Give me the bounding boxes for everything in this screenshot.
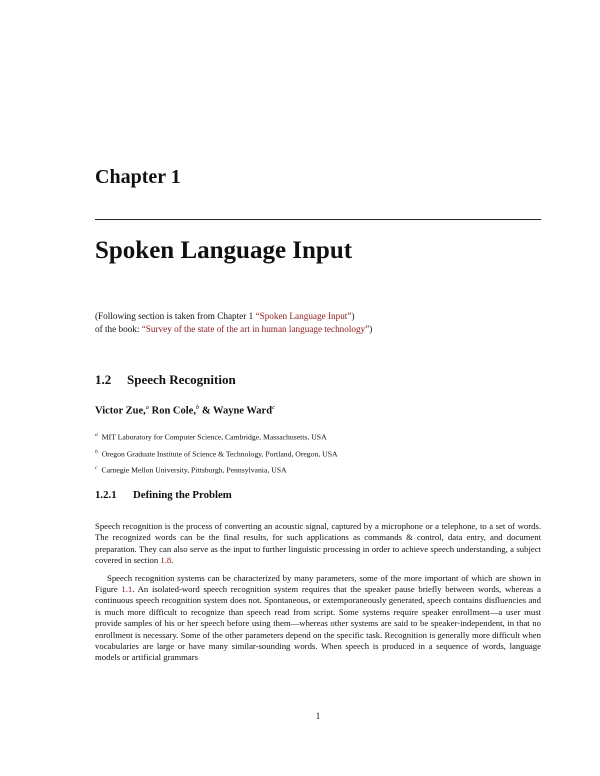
section-number: 1.2 xyxy=(95,372,112,387)
paragraph-text: Speech recognition systems can be characterized by many parameters, some of the more important of which are shown in Figure xyxy=(95,572,541,595)
paragraph-text: . An isolated-word speech recognition system requires that the speaker pause briefly between words, whereas a continuous speech recognition system does not. Spontaneous, or extemporaneously generated, speech contains disfluencies and is much more difficult to recognize than speech read from script. Some systems require speaker enrollment—a user must provide samples of his or her speech before using them—whereas other systems are said to be speaker-independent, in that no enrollment is necessary. Some of the other parameters depend on the specific task. Recognition is generally more difficult when vocabularies are large or have many similar-sounding words. When speech is produced in a sequence of words, language models or artificial grammars xyxy=(95,584,541,663)
section-title: Speech Recognition xyxy=(127,372,236,387)
chapter-label: Chapter 1 xyxy=(95,166,181,188)
affiliation-text: MIT Laboratory for Computer Science, Cambridge, Massachusetts, USA xyxy=(101,432,327,442)
paragraph xyxy=(95,573,541,664)
source-note-line-1 xyxy=(95,310,372,323)
source-note-prefix: (Following section is taken from Chapter 1 xyxy=(95,311,256,321)
book-prefix: of the book: xyxy=(95,323,142,334)
affiliation-mark: b xyxy=(95,448,98,455)
affiliation-list xyxy=(95,428,338,478)
chapter-title: Spoken Language Input xyxy=(95,237,353,264)
source-note-suffix: ) xyxy=(351,311,355,321)
affiliation-text: Oregon Graduate Institute of Science & Technology, Portland, Oregon, USA xyxy=(101,449,338,459)
section-reference-link[interactable]: 1.8 xyxy=(160,555,172,566)
book-suffix: ) xyxy=(369,323,373,334)
chapter-rule xyxy=(95,219,541,220)
section-heading xyxy=(95,372,236,388)
subsection-title: Defining the Problem xyxy=(133,489,232,501)
chapter-link[interactable]: “Spoken Language Input” xyxy=(255,311,352,321)
figure-reference-link[interactable]: 1.1 xyxy=(121,584,133,595)
affiliation-item xyxy=(95,445,338,462)
author-affiliation-mark: a xyxy=(145,404,149,411)
subsection-heading xyxy=(95,489,232,501)
book-link[interactable]: “Survey of the state of the art in human language technology” xyxy=(141,323,370,334)
source-note xyxy=(95,310,372,335)
source-note-line-2 xyxy=(95,323,372,336)
author-name: Ron Cole, xyxy=(151,405,196,417)
paragraph-text: Speech recognition is the process of converting an acoustic signal, captured by a microphone or a telephone, to a set of words. The recognized words can be the final results, for such applications as commands & control, data entry, and document preparation. They can also serve as the input to further linguistic processing in order to achieve speech understanding, a subject covered in section xyxy=(95,521,541,566)
body-text xyxy=(95,521,541,670)
subsection-number: 1.2.1 xyxy=(95,489,117,501)
paragraph xyxy=(95,521,541,567)
affiliation-item xyxy=(95,428,338,445)
page-number: 1 xyxy=(315,711,321,721)
author-name: & Wayne Ward xyxy=(201,405,273,417)
author-affiliation-mark: c xyxy=(272,404,275,411)
paragraph-end: . xyxy=(171,555,174,566)
affiliation-mark: a xyxy=(95,432,98,438)
affiliation-text: Carnegie Mellon University, Pittsburgh, Pennsylvania, USA xyxy=(101,465,287,475)
author-affiliation-mark: b xyxy=(195,404,200,411)
affiliation-mark: c xyxy=(95,465,98,472)
author-name: Victor Zue, xyxy=(95,405,146,417)
author-list xyxy=(95,404,275,417)
affiliation-item xyxy=(95,461,338,478)
